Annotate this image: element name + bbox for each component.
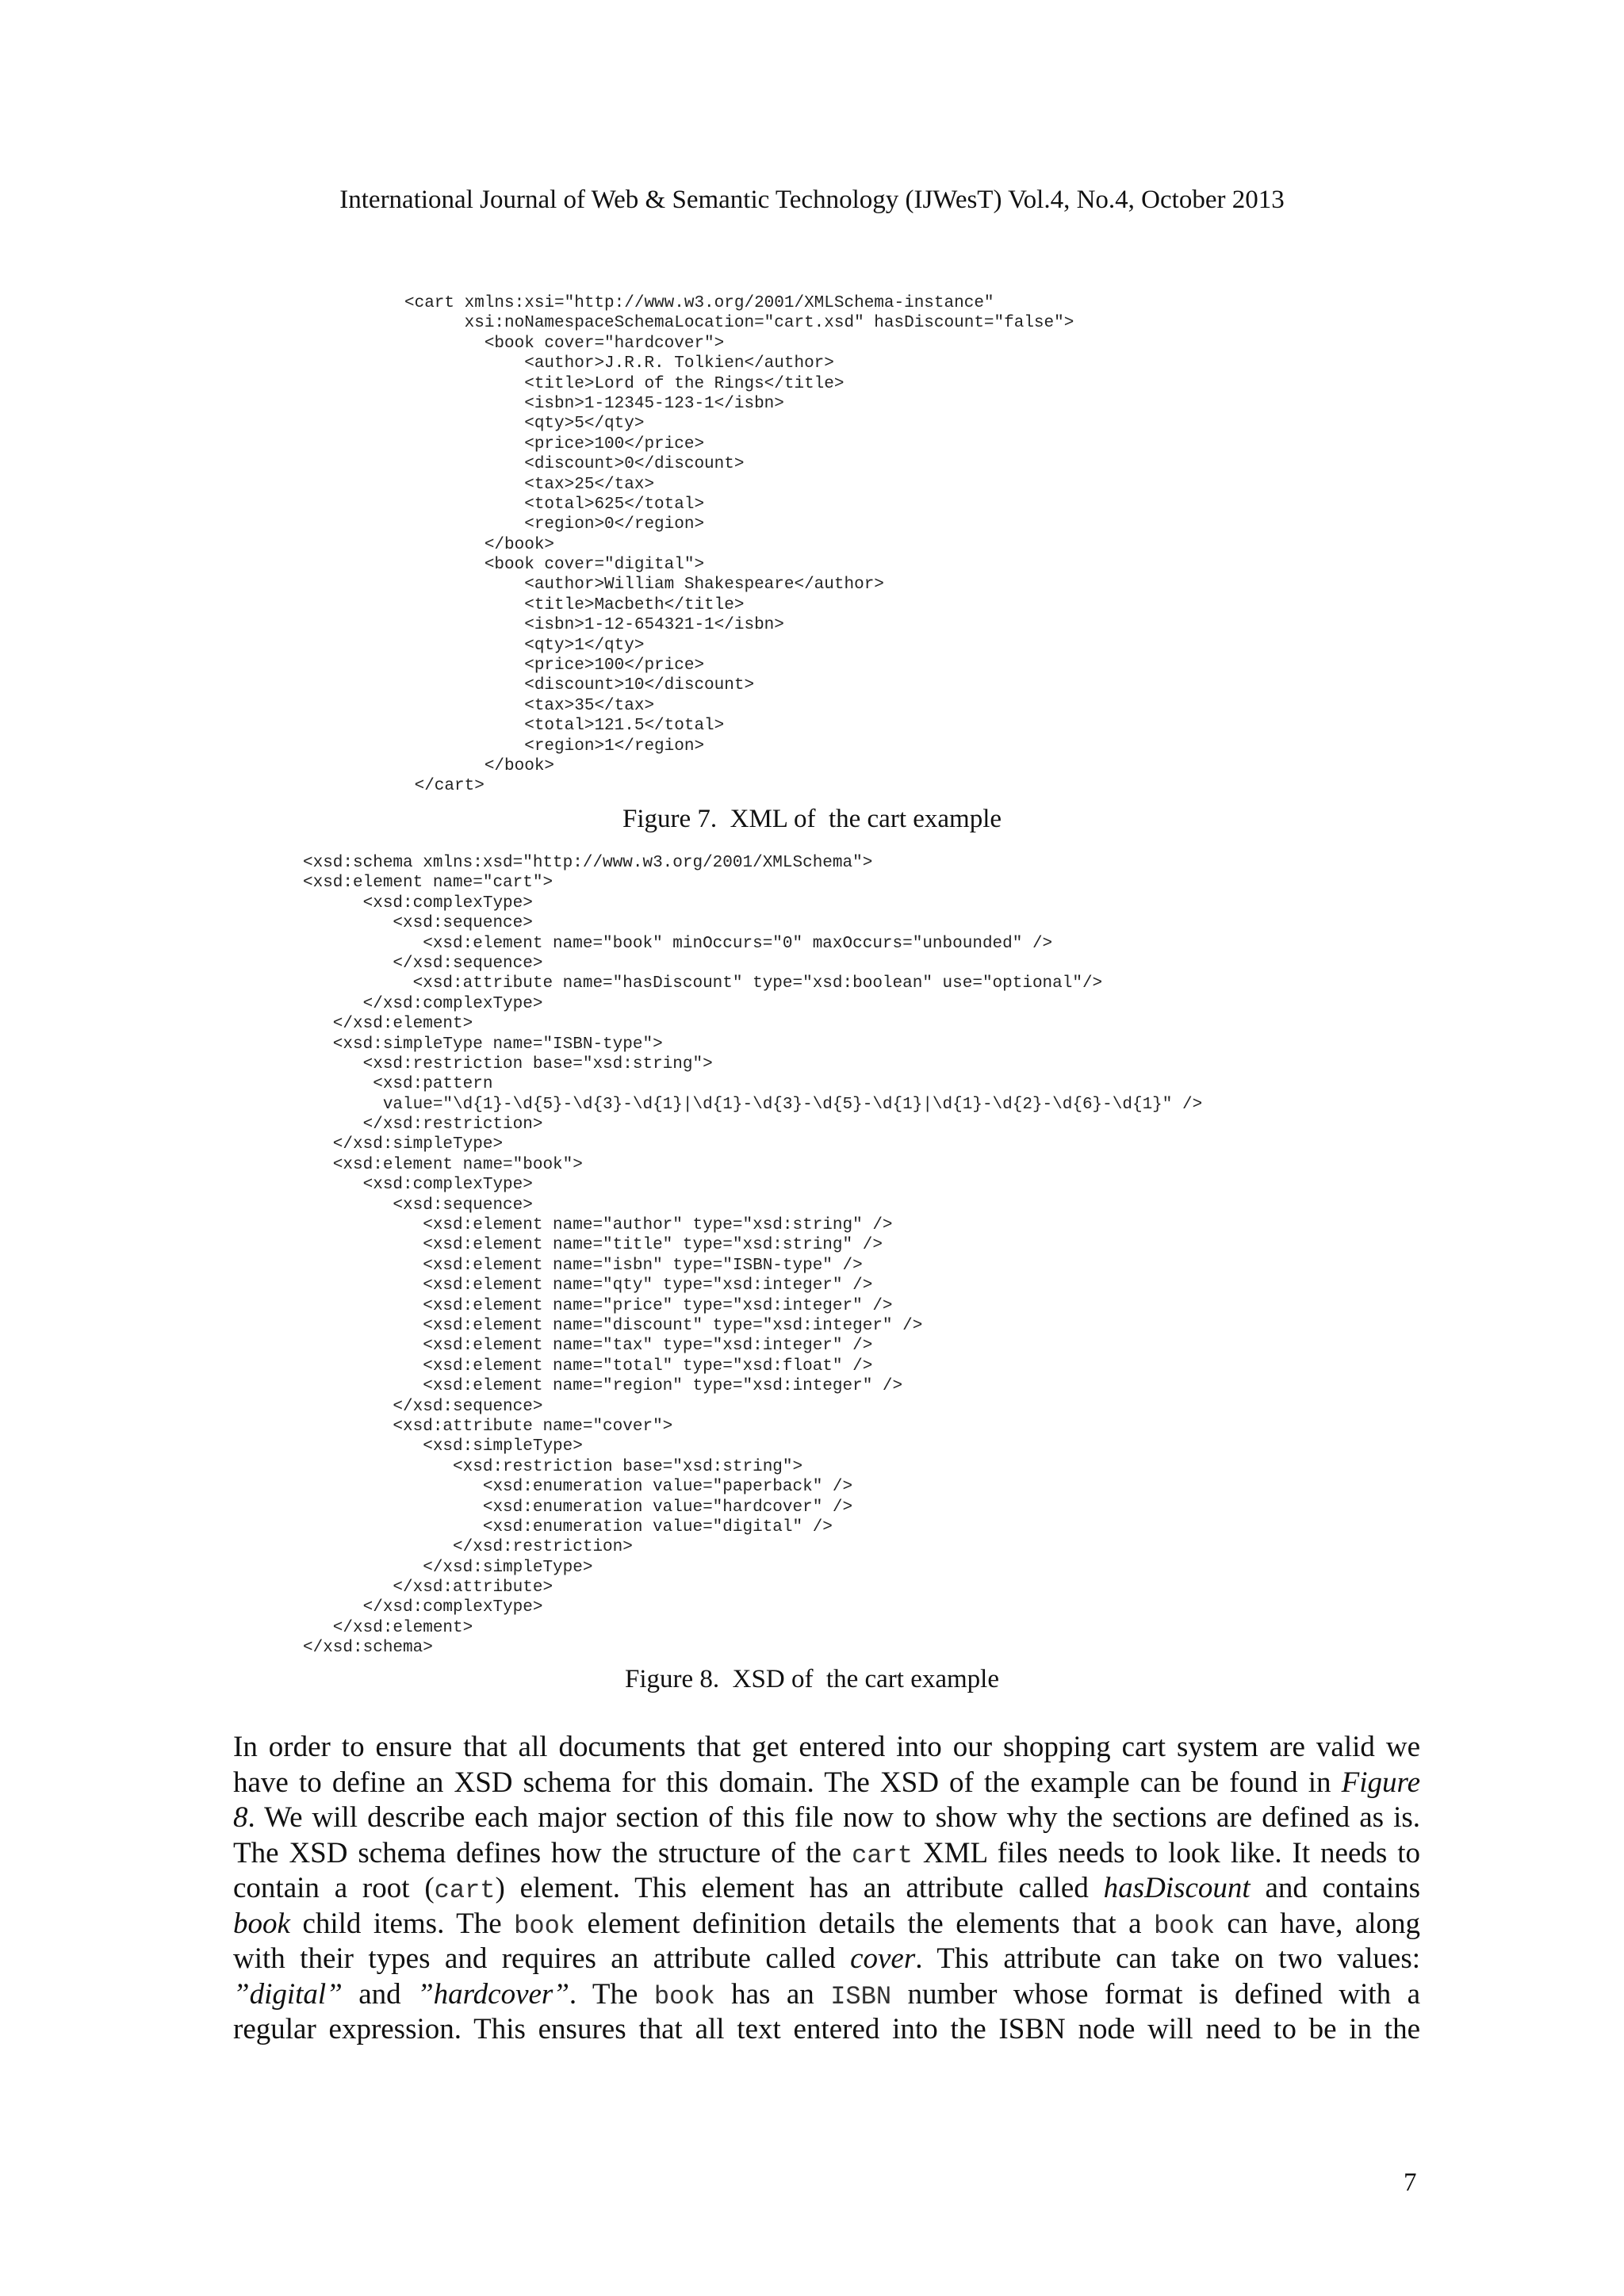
text-run: number whose format is defined with a [907, 1977, 1420, 2011]
term-cover: cover [850, 1942, 916, 1975]
code-line: <xsd:element name="cart"> [303, 874, 553, 893]
figure-7-caption: Figure 7. XML of the cart example [622, 805, 1002, 833]
figure-8-caption: Figure 8. XSD of the cart example [625, 1665, 999, 1693]
code-line: <author>J.R.R. Tolkien</author> [404, 354, 834, 373]
code-line: <total>625</total> [404, 495, 705, 514]
text-run: with their types and requires an attribute called [233, 1942, 836, 1975]
code-line: <author>William Shakespeare</author> [404, 576, 884, 595]
paragraph-line [233, 1800, 1420, 1836]
inline-code-cart: cart [852, 1840, 913, 1870]
code-line: <xsd:element name="qty" type="xsd:integer" /> [303, 1276, 873, 1295]
code-line: value="\d{1}-\d{5}-\d{3}-\d{1}|\d{1}-\d{3}-\d{5}-\d{1}|\d{1}-\d{2}-\d{6}-\d{1}" /> [303, 1095, 1203, 1114]
code-line: </xsd:schema> [303, 1639, 433, 1658]
text-run: and contains [1265, 1872, 1421, 1904]
code-line: xsi:noNamespaceSchemaLocation="cart.xsd" hasDiscount="false"> [404, 314, 1074, 333]
code-line: <xsd:element name="book" minOccurs="0" maxOccurs="unbounded" /> [303, 934, 1053, 953]
code-line: <xsd:sequence> [303, 914, 533, 933]
body-paragraph [233, 1730, 1420, 2048]
code-line: </cart> [404, 777, 485, 790]
text-run: contain a root ( [233, 1872, 435, 1904]
text-run: child items. The [302, 1907, 502, 1940]
code-line: </xsd:complexType> [303, 1598, 543, 1617]
code-line: <xsd:element name="total" type="xsd:float" /> [303, 1357, 873, 1376]
code-line: <region>0</region> [404, 515, 705, 534]
paragraph-line [233, 1836, 1420, 1872]
code-line: <xsd:element name="region" type="xsd:integer" /> [303, 1377, 903, 1396]
code-line: <qty>1</qty> [404, 636, 645, 655]
inline-code-book: book [653, 1981, 715, 2011]
figure-reference: 8 [233, 1801, 248, 1834]
text-run: In order to ensure that all documents that get entered into our shopping cart system are valid we [233, 1731, 1420, 1763]
code-line: </xsd:element> [303, 1618, 473, 1637]
text-run: has an [731, 1977, 814, 2011]
paragraph-line [233, 1907, 1420, 1942]
code-line: <qty>5</qty> [404, 415, 645, 434]
code-line: <tax>35</tax> [404, 696, 655, 715]
term-digital: ”digital” [233, 1977, 343, 2011]
inline-code-cart: cart [434, 1876, 496, 1905]
text-run: . The [569, 1977, 638, 2011]
term-hardcover: ”hardcover” [417, 1977, 569, 2011]
code-line: <xsd:simpleType> [303, 1437, 583, 1456]
code-line: <title>Lord of the Rings</title> [404, 374, 845, 393]
code-line: </xsd:simpleType> [303, 1558, 593, 1577]
code-line: </xsd:restriction> [303, 1538, 633, 1557]
code-line: <xsd:element name="title" type="xsd:string" /> [303, 1236, 883, 1255]
code-line: <xsd:element name="price" type="xsd:integer" /> [303, 1296, 893, 1315]
code-line: <book cover="digital"> [404, 556, 705, 575]
code-line: </xsd:simpleType> [303, 1135, 504, 1154]
inline-code-book: book [514, 1911, 575, 1941]
page-number: 7 [1404, 2168, 1417, 2197]
term-book: book [233, 1907, 290, 1940]
text-run: The XSD schema defines how the structure of the [233, 1836, 842, 1869]
figure-8-xsd-listing [303, 853, 1202, 1659]
paragraph-line [233, 1766, 1420, 1801]
code-line: <xsd:attribute name="cover"> [303, 1417, 673, 1436]
code-line: <price>100</price> [404, 656, 705, 675]
code-line: <xsd:sequence> [303, 1196, 533, 1215]
paragraph-line [233, 1730, 1420, 1766]
code-line: <xsd:simpleType name="ISBN-type"> [303, 1035, 663, 1054]
journal-header: International Journal of Web & Semantic Technology (IJWesT) Vol.4, No.4, October 2013 [339, 186, 1285, 214]
code-line: <xsd:element name="book"> [303, 1155, 583, 1174]
code-line: <xsd:enumeration value="digital" /> [303, 1517, 833, 1536]
code-line: <xsd:element name="discount" type="xsd:integer" /> [303, 1316, 923, 1335]
code-line: </xsd:sequence> [303, 954, 543, 973]
code-line: <xsd:enumeration value="hardcover" /> [303, 1498, 853, 1517]
code-line: </book> [404, 535, 555, 554]
text-run: and [358, 1977, 401, 2011]
text-run: can have, along [1227, 1907, 1421, 1940]
code-line: <xsd:restriction base="xsd:string"> [303, 1054, 713, 1073]
code-line: <xsd:complexType> [303, 1176, 533, 1195]
term-hasdiscount: hasDiscount [1103, 1872, 1251, 1904]
code-line: <xsd:enumeration value="paperback" /> [303, 1478, 853, 1497]
paragraph-line [233, 1871, 1420, 1907]
code-line: <title>Macbeth</title> [404, 595, 745, 614]
code-line: <region>1</region> [404, 737, 705, 756]
code-line: <xsd:element name="isbn" type="ISBN-type" /> [303, 1256, 863, 1275]
text-run: regular expression. This ensures that all text entered into the ISBN node will need to be in the [233, 2013, 1420, 2045]
code-line: <discount>10</discount> [404, 676, 755, 695]
text-run: XML files needs to look like. It needs to [922, 1836, 1421, 1869]
code-line: <xsd:attribute name="hasDiscount" type="xsd:boolean" use="optional"/> [303, 974, 1103, 993]
code-line: </xsd:complexType> [303, 994, 543, 1013]
code-line: </book> [404, 756, 555, 775]
paragraph-line [233, 2012, 1420, 2048]
text-run: . We will describe each major section of this file now to show why the sections are defined as is. [247, 1801, 1420, 1834]
figure-7-xml-listing [404, 293, 1074, 790]
figure-reference: Figure [1341, 1766, 1421, 1799]
code-line: <cart xmlns:xsi="http://www.w3.org/2001/XMLSchema-instance" [404, 294, 994, 312]
code-line: <total>121.5</total> [404, 717, 725, 736]
code-line: <price>100</price> [404, 434, 705, 453]
inline-code-isbn: ISBN [830, 1981, 892, 2011]
code-line: <discount>0</discount> [404, 455, 745, 474]
code-line: </xsd:attribute> [303, 1578, 553, 1598]
text-run: . This attribute can take on two values: [915, 1942, 1420, 1975]
code-line: <xsd:element name="tax" type="xsd:integer" /> [303, 1337, 873, 1356]
paragraph-line [233, 1977, 1420, 2013]
code-line: <tax>25</tax> [404, 475, 655, 494]
code-line: </xsd:sequence> [303, 1397, 543, 1416]
code-line: <xsd:pattern [303, 1075, 493, 1094]
inline-code-book: book [1154, 1911, 1215, 1941]
text-run: element definition details the elements that a [587, 1907, 1142, 1940]
code-line: </xsd:element> [303, 1015, 473, 1034]
code-line: <book cover="hardcover"> [404, 334, 725, 353]
paragraph-line [233, 1942, 1420, 1977]
code-line: <isbn>1-12-654321-1</isbn> [404, 616, 784, 635]
code-line: <isbn>1-12345-123-1</isbn> [404, 394, 784, 413]
code-line: <xsd:element name="author" type="xsd:string" /> [303, 1216, 893, 1235]
text-run: have to define an XSD schema for this domain. The XSD of the example can be found in [233, 1766, 1331, 1799]
text-run: ) element. This element has an attribute called [495, 1872, 1089, 1904]
code-line: </xsd:restriction> [303, 1115, 543, 1135]
code-line: <xsd:schema xmlns:xsd="http://www.w3.org/2001/XMLSchema"> [303, 854, 873, 872]
code-line: <xsd:restriction base="xsd:string"> [303, 1457, 803, 1476]
code-line: <xsd:complexType> [303, 894, 533, 913]
